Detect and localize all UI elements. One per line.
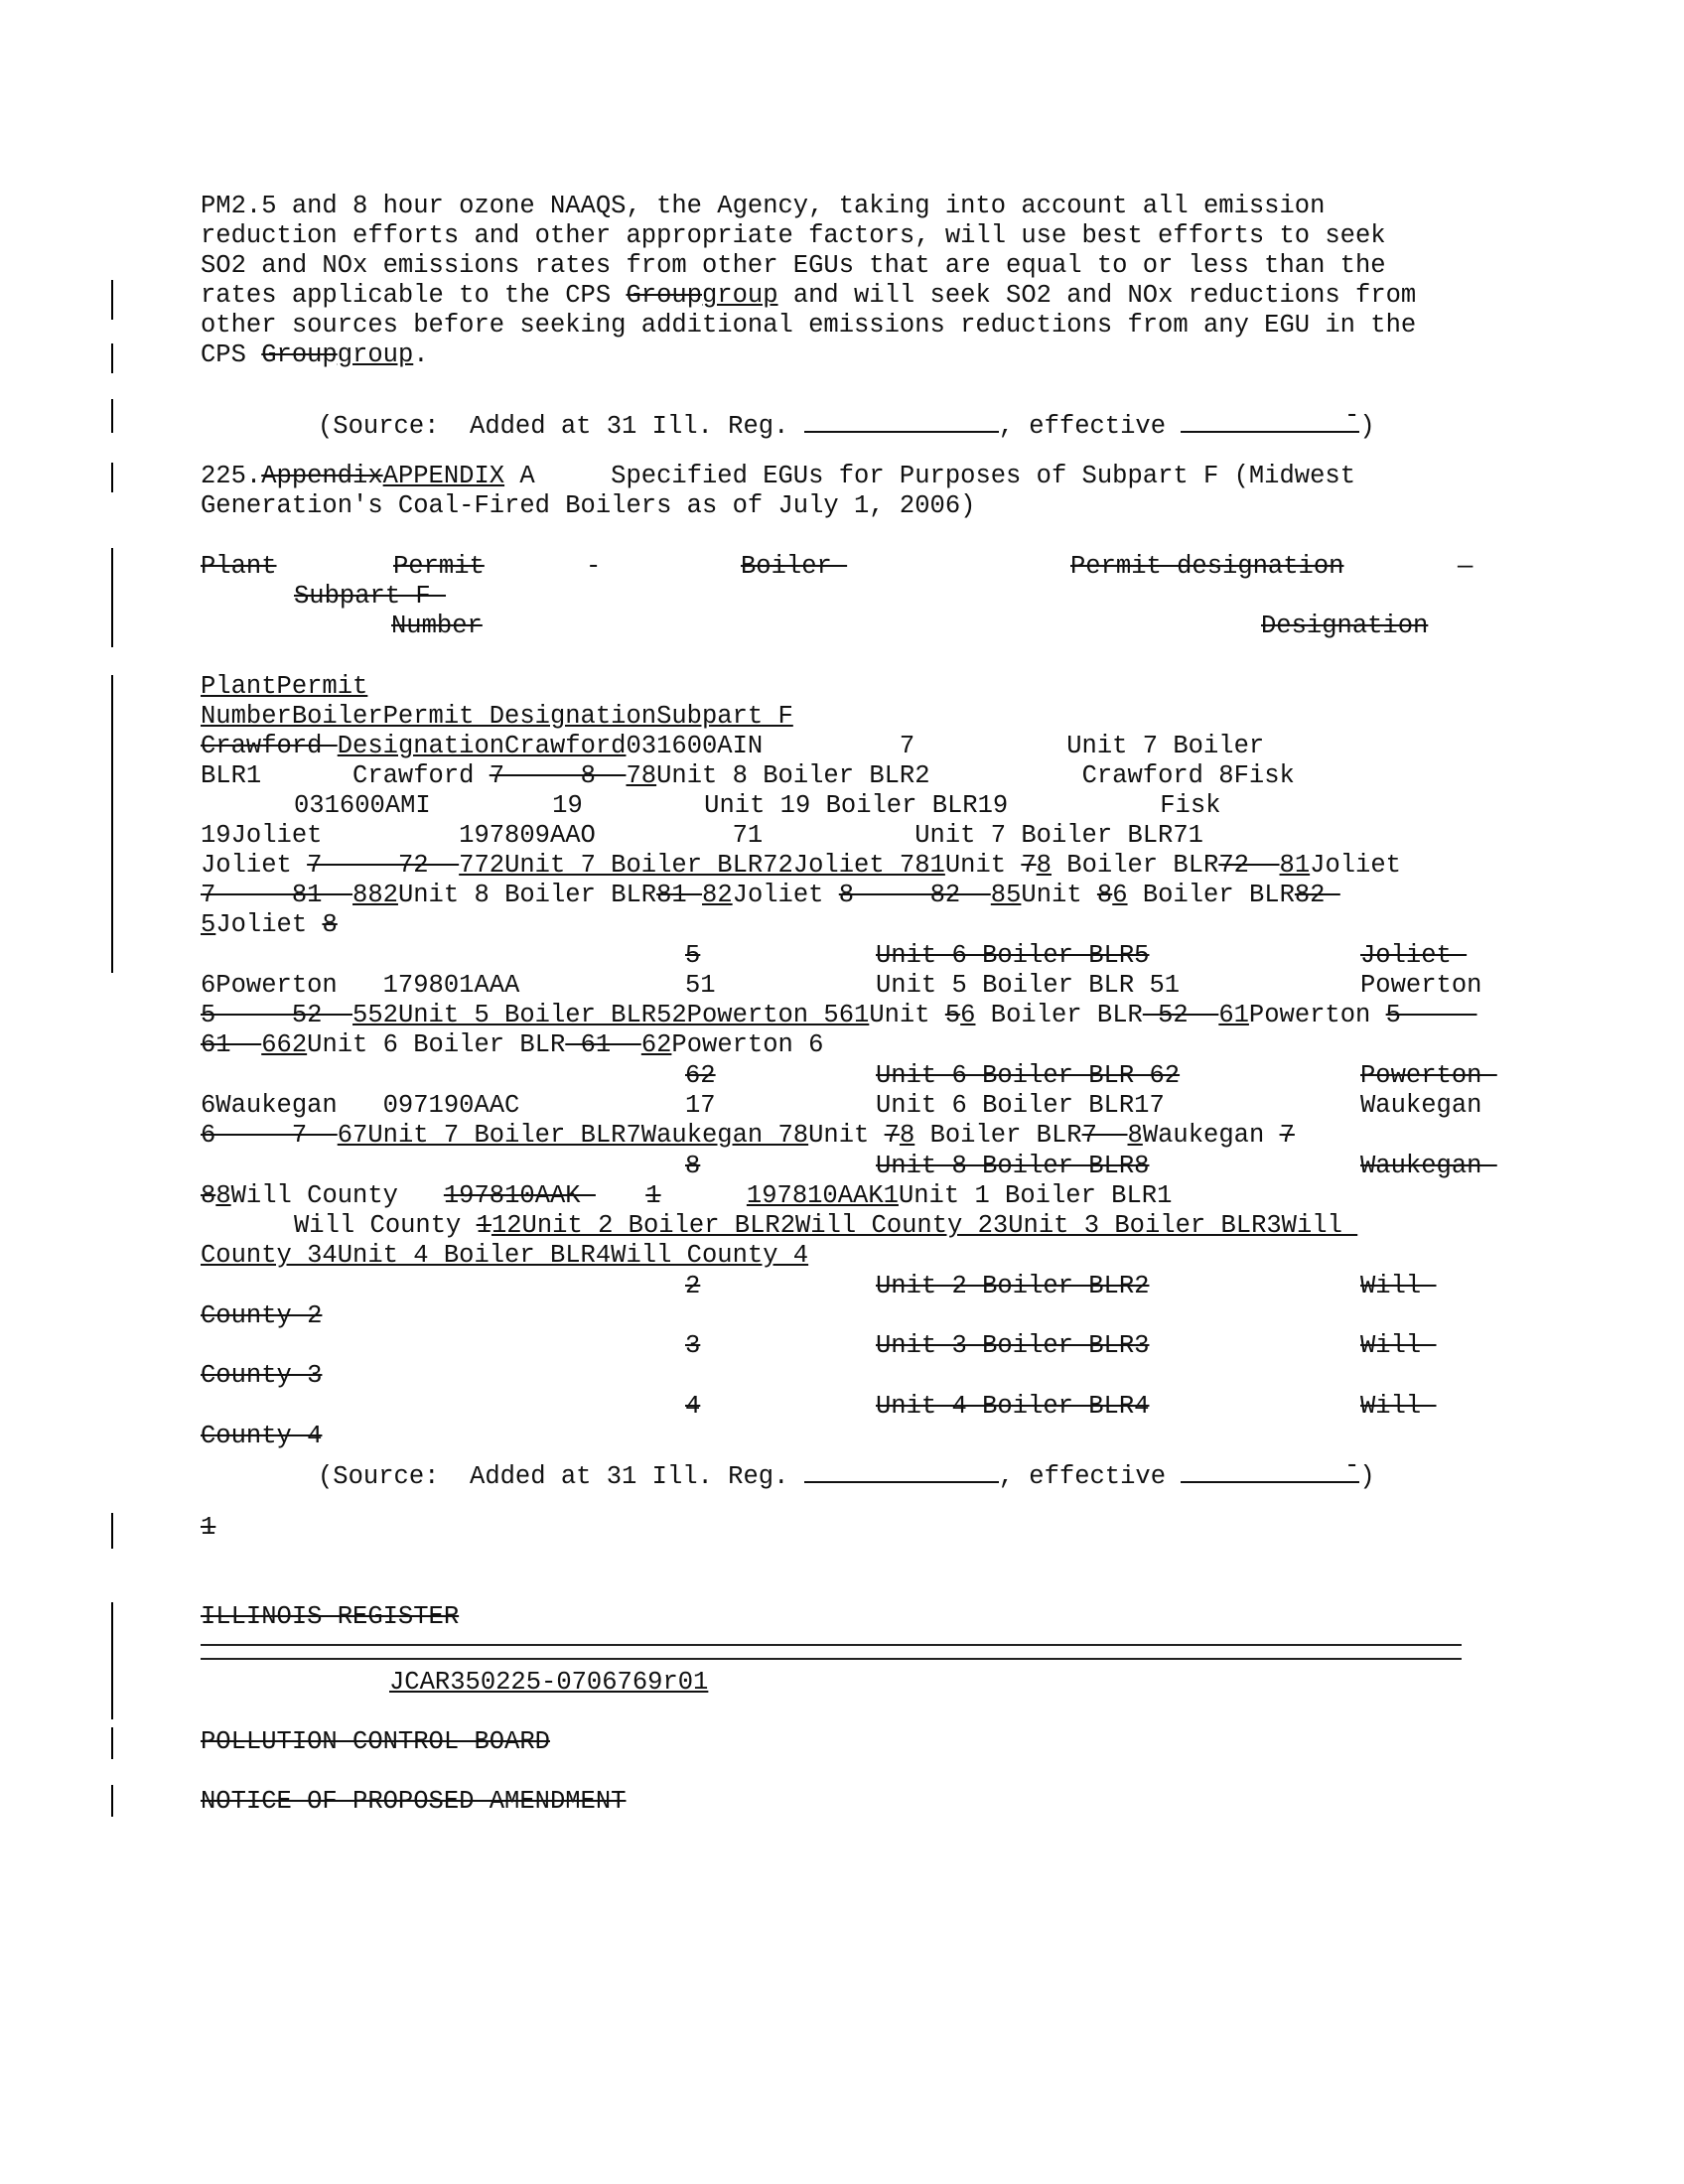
table-cell: 2 [685, 1272, 701, 1300]
table-row: 6 7 67Unit 7 Boiler BLR7Waukegan 78Unit 78 Boiler BLR7 8Waukegan 7 [201, 1121, 1295, 1150]
old-header-permit: Permit [393, 552, 485, 581]
table-cell: 62 [685, 1061, 716, 1090]
divider [201, 1644, 1462, 1646]
table-cell: Powerton [1360, 971, 1482, 1000]
intro-line-6: CPS Groupgroup. [201, 341, 429, 369]
change-bar [111, 675, 113, 973]
table-cell: 6Waukegan 097190AAC [201, 1091, 520, 1120]
source-note: (Source: Added at 31 Ill. Reg. , effective - ) [318, 401, 1375, 441]
intro-line-4: rates applicable to the CPS Groupgroup and will seek SO2 and NOx reductions from [201, 281, 1417, 310]
table-row: 61 662Unit 6 Boiler BLR 61 62Powerton 6 [201, 1030, 824, 1059]
table-row: 031600AMI 19 Unit 19 Boiler BLR19 Fisk [294, 791, 1221, 820]
divider [201, 1658, 1462, 1660]
table-row: 88Will County 197810AAK 1 197810AAK1Unit 1 Boiler BLR1 [201, 1181, 1173, 1210]
board-heading: POLLUTION CONTROL BOARD [201, 1727, 550, 1756]
table-cell: Will [1360, 1331, 1437, 1360]
change-bar [111, 1602, 113, 1719]
table-cell: Will [1360, 1392, 1437, 1421]
table-cell: Unit 3 Boiler BLR3 [876, 1331, 1150, 1360]
intro-line-2: reduction efforts and other appropriate factors, will use best efforts to seek [201, 221, 1386, 250]
table-cell: Unit 6 Boiler BLR5 [876, 941, 1150, 970]
change-bar [111, 399, 113, 433]
table-cell: Unit 5 Boiler BLR 51 [876, 971, 1181, 1000]
change-bar [111, 1513, 113, 1549]
intro-line-1: PM2.5 and 8 hour ozone NAAQS, the Agency, taking into account all emission [201, 192, 1326, 220]
table-cell: 8 [685, 1152, 701, 1180]
table-cell: Unit 8 Boiler BLR8 [876, 1152, 1150, 1180]
table-row: BLR1 Crawford 7 8 78Unit 8 Boiler BLR2 Crawford 8Fisk [201, 761, 1295, 790]
change-bar [111, 280, 113, 320]
old-header-number: Number [391, 612, 483, 640]
table-row: Crawford DesignationCrawford031600AIN 7 Unit 7 Boiler [201, 732, 1265, 760]
change-bar [111, 343, 113, 373]
table-cell: County 4 [201, 1422, 323, 1450]
notice-heading: NOTICE OF PROPOSED AMENDMENT [201, 1787, 627, 1816]
old-header-subpart-f: Subpart F [294, 582, 447, 611]
deleted-text: Group [626, 281, 702, 310]
table-row: 7 81 882Unit 8 Boiler BLR81 82Joliet 8 82 85Unit 86 Boiler BLR82 [201, 881, 1340, 909]
intro-line-3: SO2 and NOx emissions rates from other EGUs that are equal to or less than the [201, 251, 1386, 280]
table-cell: Will [1360, 1272, 1437, 1300]
table-cell: Unit 4 Boiler BLR4 [876, 1392, 1150, 1421]
table-cell: 51 [685, 971, 716, 1000]
change-bar [111, 1727, 113, 1759]
inserted-text: APPENDIX [382, 462, 505, 490]
table-cell: 5 [685, 941, 701, 970]
table-cell: Powerton [1360, 1061, 1497, 1090]
old-header-boiler: Boiler [741, 552, 848, 581]
intro-line-5: other sources before seeking additional emissions reductions from any EGU in the [201, 311, 1417, 340]
old-header-permit-designation: Permit designation [1070, 552, 1344, 581]
footnote-number: 1 [201, 1513, 216, 1542]
inserted-text: group [702, 281, 778, 310]
table-cell: Unit 6 Boiler BLR17 [876, 1091, 1165, 1120]
appendix-title: 225.AppendixAPPENDIX A Specified EGUs for Purposes of Subpart F (Midwest [201, 462, 1356, 490]
deleted-text: Appendix [261, 462, 383, 490]
appendix-title-line-2: Generation's Coal-Fired Boilers as of July 1, 2006) [201, 491, 976, 520]
table-row: Will County 112Unit 2 Boiler BLR2Will County 23Unit 3 Boiler BLR3Will [294, 1211, 1358, 1240]
old-header-dash: - [586, 552, 602, 581]
table-cell: Joliet [1360, 941, 1468, 970]
old-header-plant: Plant [201, 552, 277, 581]
table-row: Joliet 7 72 772Unit 7 Boiler BLR72Joliet 781Unit 78 Boiler BLR72 81Joliet [201, 851, 1401, 880]
source-note: (Source: Added at 31 Ill. Reg. , effective - ) [318, 1451, 1375, 1491]
table-row: County 34Unit 4 Boiler BLR4Will County 4 [201, 1241, 809, 1270]
table-cell: Unit 6 Boiler BLR 62 [876, 1061, 1181, 1090]
change-bar [111, 548, 113, 647]
table-cell: County 3 [201, 1361, 323, 1390]
table-cell: Waukegan [1360, 1152, 1497, 1180]
register-heading: ILLINOIS REGISTER [201, 1602, 460, 1631]
deleted-text: Group [261, 341, 338, 369]
table-row: 5Joliet 8 [201, 910, 338, 939]
old-header-dash-2: — [1458, 552, 1474, 581]
table-row: 5 52 552Unit 5 Boiler BLR52Powerton 561Unit 56 Boiler BLR 52 61Powerton 5 [201, 1001, 1477, 1029]
table-cell: 4 [685, 1392, 701, 1421]
change-bar [111, 1785, 113, 1817]
table-cell: 3 [685, 1331, 701, 1360]
new-header-line-2: NumberBoilerPermit DesignationSubpart F [201, 702, 793, 731]
table-cell: County 2 [201, 1301, 323, 1330]
table-cell: 17 [685, 1091, 716, 1120]
old-header-designation: Designation [1261, 612, 1429, 640]
table-cell: Waukegan [1360, 1091, 1482, 1120]
change-bar [111, 463, 113, 492]
document-code: JCAR350225-0706769r01 [389, 1668, 709, 1697]
table-cell: 6Powerton 179801AAA [201, 971, 520, 1000]
inserted-text: group [337, 341, 414, 369]
table-cell: Unit 2 Boiler BLR2 [876, 1272, 1150, 1300]
new-header-line-1: PlantPermit [201, 672, 368, 701]
table-row: 19Joliet 197809AAO 71 Unit 7 Boiler BLR71 [201, 821, 1203, 850]
